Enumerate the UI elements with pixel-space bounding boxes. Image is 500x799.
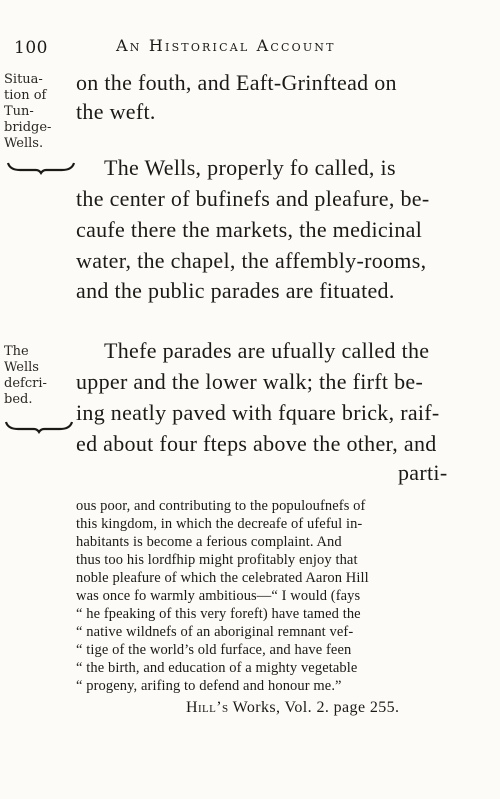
body-line: on the fouth, and Eaft-Grinftead on bbox=[76, 70, 397, 95]
margin-note-line: tion of bbox=[4, 88, 47, 103]
footnote-citation bbox=[186, 699, 399, 717]
body-line: the weft. bbox=[76, 99, 156, 124]
margin-note-line: The bbox=[4, 344, 29, 359]
body-line: ed about four fteps above the other, and bbox=[76, 431, 437, 456]
footnote-line: “ tige of the world’s old furface, and have feen bbox=[76, 642, 352, 658]
footnote-line: “ he fpeaking of this very foreft) have tamed the bbox=[76, 606, 361, 622]
body-line: caufe there the markets, the medicinal bbox=[76, 217, 423, 242]
margin-note-line: Situa- bbox=[4, 72, 43, 87]
footnote-line: “ progeny, arifing to defend and honour me.” bbox=[76, 678, 342, 694]
margin-note-line: bed. bbox=[4, 392, 33, 407]
running-title: An Historical Account bbox=[116, 36, 336, 55]
body-line: the center of bufinefs and pleafure, be- bbox=[76, 186, 430, 211]
footnote-line: this kingdom, in which the decreafe of ufeful in- bbox=[76, 516, 363, 532]
body-line: and the public parades are fituated. bbox=[76, 278, 395, 303]
footnote-line: habitants is become a ferious complaint. And bbox=[76, 534, 342, 550]
body-line: Thefe parades are ufually called the bbox=[104, 338, 430, 363]
catchword: parti- bbox=[398, 460, 448, 485]
body-line: water, the chapel, the affembly-rooms, bbox=[76, 248, 427, 273]
margin-note-line: Wells bbox=[4, 360, 39, 375]
citation-author: Hill’s bbox=[186, 699, 229, 716]
margin-brace-ornament bbox=[6, 160, 76, 174]
footnote-line: noble pleafure of which the celebrated Aaron Hill bbox=[76, 570, 369, 586]
body-line: upper and the lower walk; the firft be- bbox=[76, 369, 424, 394]
page-number: 100 bbox=[14, 38, 48, 58]
margin-note-line: bridge- bbox=[4, 120, 52, 135]
footnote-line: thus too his lordfhip might profitably enjoy that bbox=[76, 552, 358, 568]
body-line: ing neatly paved with fquare brick, raif- bbox=[76, 400, 440, 425]
margin-note-line: Wells. bbox=[4, 136, 44, 151]
body-line: The Wells, properly fo called, is bbox=[104, 155, 396, 180]
footnote-line: “ native wildnefs of an aboriginal remnant vef- bbox=[76, 624, 354, 640]
margin-note-line: Tun- bbox=[4, 104, 34, 119]
margin-note-line: defcri- bbox=[4, 376, 47, 391]
margin-brace-ornament bbox=[4, 419, 74, 433]
footnote-line: “ the birth, and education of a mighty vegetable bbox=[76, 660, 358, 676]
footnote-line: was once fo warmly ambitious—“ I would (fays bbox=[76, 588, 361, 604]
footnote-line: ous poor, and contributing to the populoufnefs of bbox=[76, 498, 366, 514]
citation-details: Works, Vol. 2. page 255. bbox=[228, 699, 400, 716]
